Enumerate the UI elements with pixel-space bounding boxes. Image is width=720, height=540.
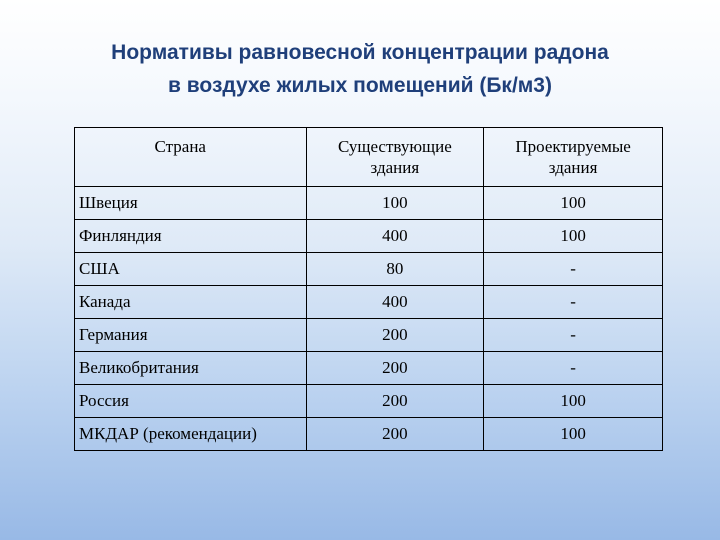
header-country-label: Страна [154,137,206,156]
existing-value-cell: 80 [306,253,484,286]
existing-value-cell: 200 [306,352,484,385]
header-planned-line-2: здания [548,158,598,177]
title-line-2: в воздухе жилых помещений (Бк/м3) [168,74,552,97]
existing-value-cell: 200 [306,319,484,352]
country-cell: США [75,253,307,286]
table-row [75,385,663,418]
planned-value-cell: - [484,319,663,352]
planned-value-cell: 100 [484,187,663,220]
header-country [75,128,307,187]
existing-value-cell: 200 [306,385,484,418]
country-cell: МКДАР (рекомендации) [75,418,307,451]
table-row [75,286,663,319]
header-existing-line-2: здания [370,158,420,177]
header-planned-line-1: Проектируемые [515,137,631,156]
country-cell: Германия [75,319,307,352]
planned-value-cell: - [484,352,663,385]
slide-title [30,36,690,102]
existing-value-cell: 400 [306,220,484,253]
header-planned-buildings [484,128,663,187]
planned-value-cell: 100 [484,418,663,451]
country-cell: Швеция [75,187,307,220]
table-row [75,253,663,286]
country-cell: Россия [75,385,307,418]
table-header-row [75,128,663,187]
existing-value-cell: 400 [306,286,484,319]
existing-value-cell: 100 [306,187,484,220]
table-row [75,187,663,220]
country-cell: Канада [75,286,307,319]
header-existing-line-1: Существующие [337,137,452,156]
country-cell: Финляндия [75,220,307,253]
planned-value-cell: - [484,253,663,286]
table-row [75,220,663,253]
country-cell: Великобритания [75,352,307,385]
table-row [75,352,663,385]
existing-value-cell: 200 [306,418,484,451]
table-row [75,418,663,451]
title-line-1: Нормативы равновесной концентрации радона [111,41,609,64]
table-row [75,319,663,352]
radon-norms-table [74,127,663,451]
planned-value-cell: 100 [484,385,663,418]
planned-value-cell: 100 [484,220,663,253]
planned-value-cell: - [484,286,663,319]
header-existing-buildings [306,128,484,187]
